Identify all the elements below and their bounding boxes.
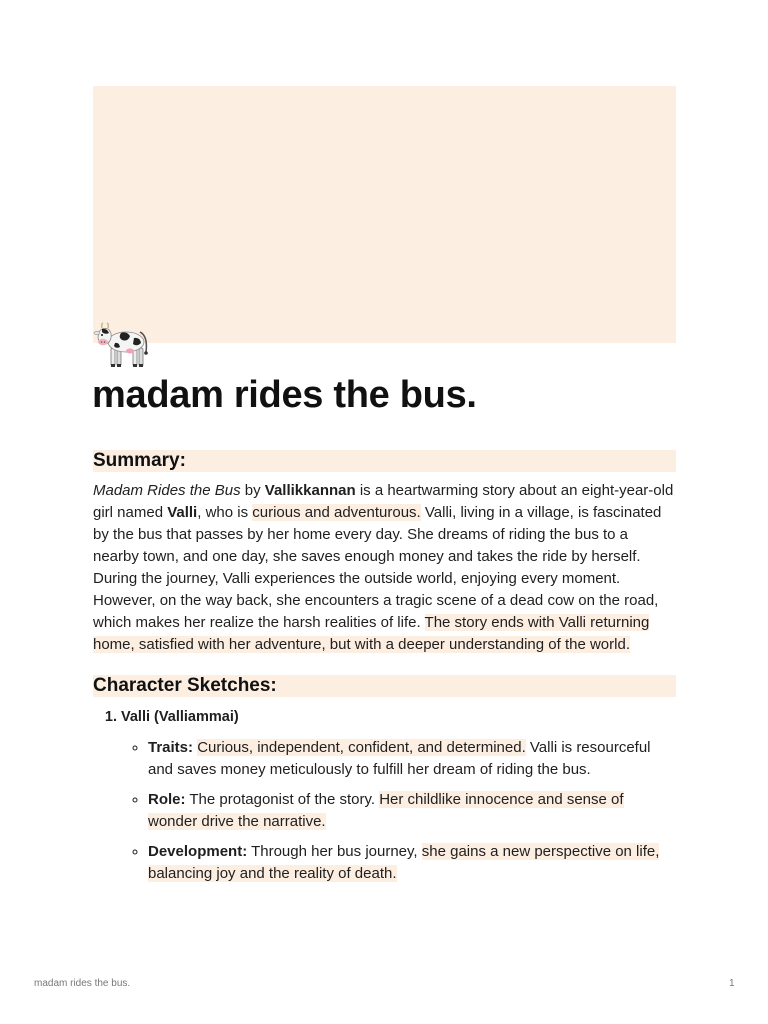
highlight: Curious, independent, confident, and determined. — [197, 739, 526, 756]
character-list — [93, 706, 676, 885]
footer-title: madam rides the bus. — [34, 978, 131, 989]
character-sketches-heading: Character Sketches: — [93, 675, 676, 697]
summary-text: is a heartwarming story about an eight-year-old girl named — [93, 482, 674, 521]
summary-text: by — [240, 482, 265, 499]
development-text: Through her bus journey, — [247, 843, 422, 860]
list-item — [121, 706, 676, 885]
summary-heading: Summary: — [93, 450, 676, 472]
traits-text: Valli is resourceful and saves money meticulously to fulfill her dream of riding the bus. — [148, 739, 651, 778]
author-name: Vallikkannan — [264, 482, 356, 499]
character-name: Valli (Valliammai) — [121, 709, 239, 725]
character-details — [121, 737, 676, 885]
summary-paragraph — [93, 480, 676, 656]
page-number: 1 — [729, 978, 735, 989]
cow-icon[interactable] — [93, 318, 155, 372]
highlight: curious and adventurous. — [252, 504, 421, 521]
highlight: The story ends with Valli returning home, satisfied with her adventure, but with a deeper understanding of the world. — [93, 614, 650, 653]
highlight: Her childlike innocence and sense of wonder drive the narrative. — [148, 791, 624, 830]
book-title: Madam Rides the Bus — [93, 482, 241, 499]
summary-text: , who is — [197, 504, 253, 521]
traits-label: Traits: — [148, 739, 194, 756]
list-item — [148, 789, 676, 833]
page-content — [93, 450, 676, 893]
list-item — [148, 841, 676, 885]
summary-text: Valli, living in a village, is fascinated by the bus that passes by her home every day. She dreams of riding the bus to a nearby town, and one day, she saves enough money and takes the ride by herself. During the journey, Valli experiences the outside world, enjoying every moment. However, on the way back, she encounters a tragic scene of a dead cow on the road, which makes her realize the harsh realities of life. — [93, 504, 662, 631]
role-text: The protagonist of the story. — [185, 791, 380, 808]
page-title: madam rides the bus. — [92, 374, 477, 416]
development-label: Development: — [148, 843, 248, 860]
cover-image — [93, 86, 676, 343]
highlight: she gains a new perspective on life, balancing joy and the reality of death. — [148, 843, 660, 882]
list-item — [148, 737, 676, 781]
character-name: Valli — [167, 504, 198, 521]
role-label: Role: — [148, 791, 186, 808]
